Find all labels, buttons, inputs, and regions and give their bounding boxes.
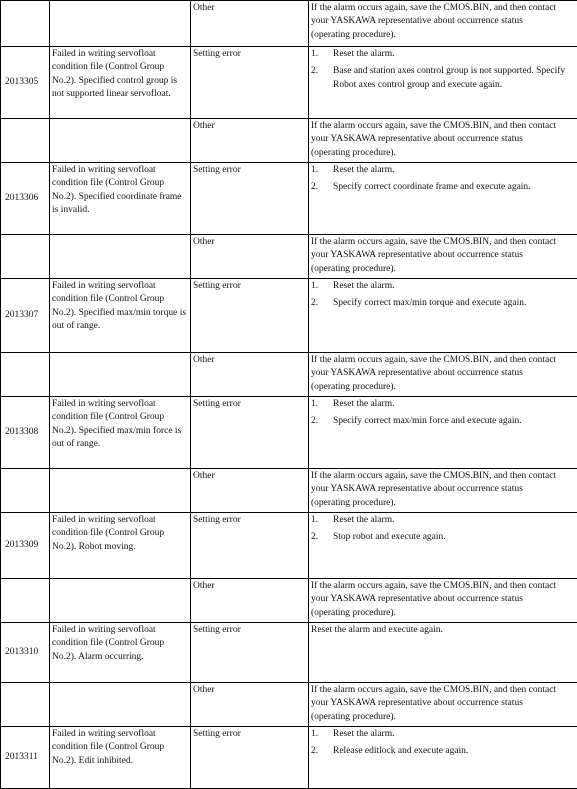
remedy-step-text: Specify correct max/min force and execute again. (333, 415, 575, 428)
alarm-description-cell (50, 1, 191, 47)
alarm-remedy-cell: If the alarm occurs again, save the CMOS.BIN, and then contact your YASKAWA representative about occurrence status (operating procedure). (309, 683, 577, 727)
remedy-step-number: 1. (311, 728, 333, 741)
alarm-code-cell (1, 469, 50, 513)
alarm-description-cell (50, 353, 191, 397)
remedy-step-text: Reset the alarm. (333, 398, 575, 411)
alarm-remedy-cell (309, 727, 577, 789)
alarm-description-cell (50, 579, 191, 623)
remedy-step-text: Base and station axes control group is not supported. Specify Robot axes control group and execute again. (333, 65, 575, 92)
alarm-remedy-cell (309, 47, 577, 119)
alarm-code-cell (1, 579, 50, 623)
remedy-step-text: Release editlock and execute again. (333, 745, 575, 758)
alarm-remedy-cell: If the alarm occurs again, save the CMOS.BIN, and then contact your YASKAWA representative about occurrence status (operating procedure). (309, 579, 577, 623)
alarm-description-cell (50, 469, 191, 513)
alarm-code-cell: 2013310 (1, 623, 50, 683)
remedy-step (311, 164, 575, 177)
remedy-step-number: 2. (311, 65, 333, 92)
alarm-cause-cell: Setting error (191, 279, 309, 353)
remedy-step (311, 65, 575, 92)
alarm-row-other (1, 353, 577, 397)
remedy-step-number: 1. (311, 48, 333, 61)
alarm-cause-cell: Setting error (191, 47, 309, 119)
remedy-step (311, 297, 575, 310)
remedy-step-number: 1. (311, 164, 333, 177)
remedy-step-text: Specify correct coordinate frame and execute again. (333, 181, 575, 194)
remedy-step (311, 398, 575, 411)
alarm-remedy-cell: If the alarm occurs again, save the CMOS.BIN, and then contact your YASKAWA representative about occurrence status (operating procedure). (309, 469, 577, 513)
alarm-remedy-cell (309, 513, 577, 579)
alarm-remedy-cell: If the alarm occurs again, save the CMOS.BIN, and then contact your YASKAWA representative about occurrence status (operating procedure). (309, 353, 577, 397)
alarm-row-other (1, 1, 577, 47)
remedy-step-number: 1. (311, 514, 333, 527)
alarm-row (1, 279, 577, 353)
alarm-row-other (1, 119, 577, 163)
alarm-row (1, 623, 577, 683)
alarm-remedy-cell: Reset the alarm and execute again. (309, 623, 577, 683)
alarm-cause-cell: Setting error (191, 727, 309, 789)
alarm-cause-cell: Other (191, 235, 309, 279)
remedy-step (311, 181, 575, 194)
remedy-step-text: Reset the alarm. (333, 164, 575, 177)
alarm-remedy-cell (309, 163, 577, 235)
alarm-code-cell (1, 353, 50, 397)
alarm-row-other (1, 469, 577, 513)
alarm-cause-cell: Other (191, 1, 309, 47)
alarm-remedy-cell (309, 397, 577, 469)
remedy-step-text: Reset the alarm. (333, 48, 575, 61)
remedy-step-number: 1. (311, 398, 333, 411)
remedy-step-number: 2. (311, 415, 333, 428)
alarm-cause-cell: Setting error (191, 623, 309, 683)
alarm-remedy-cell: If the alarm occurs again, save the CMOS.BIN, and then contact your YASKAWA representative about occurrence status (operating procedure). (309, 235, 577, 279)
remedy-step-text: Reset the alarm. (333, 514, 575, 527)
alarm-row (1, 727, 577, 789)
alarm-row-other (1, 683, 577, 727)
alarm-remedy-cell: If the alarm occurs again, save the CMOS.BIN, and then contact your YASKAWA representative about occurrence status (operating procedure). (309, 1, 577, 47)
alarm-code-cell (1, 119, 50, 163)
remedy-step-text: Reset the alarm. (333, 280, 575, 293)
alarm-cause-cell: Setting error (191, 163, 309, 235)
remedy-step (311, 531, 575, 544)
alarm-code-cell: 2013305 (1, 47, 50, 119)
remedy-step-text: Reset the alarm. (333, 728, 575, 741)
alarm-description-cell: Failed in writing servofloat condition file (Control Group No.2). Specified max/min torque is out of range. (50, 279, 191, 353)
alarm-row (1, 163, 577, 235)
alarm-code-cell: 2013308 (1, 397, 50, 469)
remedy-step-number: 2. (311, 745, 333, 758)
remedy-step (311, 280, 575, 293)
remedy-step-number: 2. (311, 181, 333, 194)
alarm-code-cell: 2013307 (1, 279, 50, 353)
alarm-cause-cell: Other (191, 469, 309, 513)
alarm-description-cell: Failed in writing servofloat condition file (Control Group No.2). Alarm occurring. (50, 623, 191, 683)
alarm-cause-cell: Setting error (191, 513, 309, 579)
alarm-cause-cell: Other (191, 353, 309, 397)
remedy-step (311, 48, 575, 61)
alarm-code-cell: 2013306 (1, 163, 50, 235)
alarm-row (1, 47, 577, 119)
remedy-step (311, 514, 575, 527)
alarm-row-other (1, 579, 577, 623)
remedy-step-number: 2. (311, 531, 333, 544)
alarm-code-cell: 2013309 (1, 513, 50, 579)
remedy-step-number: 1. (311, 280, 333, 293)
remedy-step-text: Stop robot and execute again. (333, 531, 575, 544)
alarm-cause-cell: Other (191, 579, 309, 623)
alarm-cause-cell: Other (191, 683, 309, 727)
remedy-step (311, 415, 575, 428)
alarm-description-cell: Failed in writing servofloat condition file (Control Group No.2). Specified coordinate frame is invalid. (50, 163, 191, 235)
remedy-step (311, 728, 575, 741)
alarm-description-cell: Failed in writing servofloat condition file (Control Group No.2). Specified max/min force is out of range. (50, 397, 191, 469)
alarm-row-other (1, 235, 577, 279)
alarm-row (1, 513, 577, 579)
alarm-cause-cell: Setting error (191, 397, 309, 469)
alarm-description-cell (50, 683, 191, 727)
alarm-code-cell (1, 235, 50, 279)
remedy-step-number: 2. (311, 297, 333, 310)
remedy-step (311, 745, 575, 758)
alarm-remedy-cell: If the alarm occurs again, save the CMOS.BIN, and then contact your YASKAWA representative about occurrence status (operating procedure). (309, 119, 577, 163)
alarm-description-cell: Failed in writing servofloat condition file (Control Group No.2). Specified control group is not supported linear servofloat. (50, 47, 191, 119)
alarm-remedy-cell (309, 279, 577, 353)
alarm-description-cell (50, 235, 191, 279)
alarm-code-cell (1, 1, 50, 47)
alarm-description-cell: Failed in writing servofloat condition file (Control Group No.2). Robot moving. (50, 513, 191, 579)
alarm-description-cell (50, 119, 191, 163)
alarm-cause-cell: Other (191, 119, 309, 163)
alarm-table-body (1, 1, 577, 789)
alarm-row (1, 397, 577, 469)
remedy-step-text: Specify correct max/min torque and execute again. (333, 297, 575, 310)
alarm-code-cell: 2013311 (1, 727, 50, 789)
alarm-code-cell (1, 683, 50, 727)
alarm-description-cell: Failed in writing servofloat condition file (Control Group No.2). Edit inhibited. (50, 727, 191, 789)
